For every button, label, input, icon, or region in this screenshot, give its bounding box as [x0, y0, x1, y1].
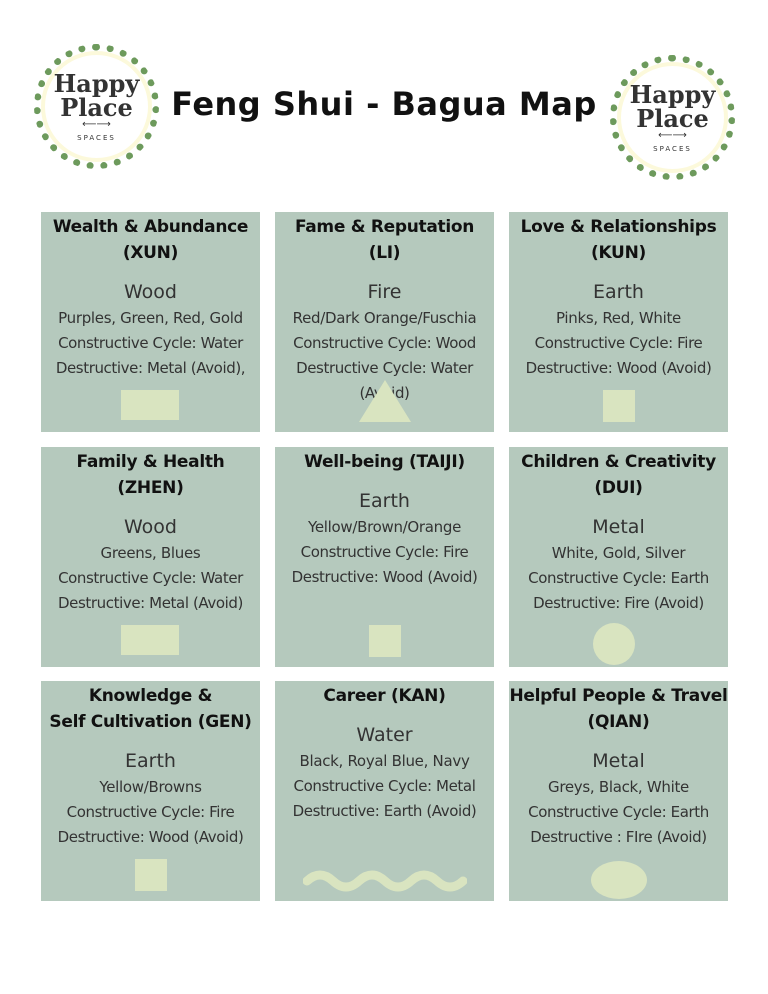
square-shape — [369, 625, 401, 657]
card-destructive-cycle: Destructive: Fire (Avoid) — [533, 594, 704, 612]
card-colors: Greys, Black, White — [548, 778, 689, 796]
bagua-card — [275, 447, 494, 667]
card-colors: Black, Royal Blue, Navy — [299, 752, 470, 770]
card-destructive-cycle: Destructive : FIre (Avoid) — [530, 828, 707, 846]
card-constructive-cycle: Constructive Cycle: Water — [58, 334, 243, 352]
logo-text: Place — [60, 92, 133, 122]
card-heading: Helpful People & Travel (QIAN) — [509, 686, 728, 732]
card-constructive-cycle: Constructive Cycle: Fire — [534, 334, 703, 352]
card-heading: Wealth & Abundance (XUN) — [52, 217, 249, 263]
card-destructive-cycle: Destructive: Metal (Avoid) — [58, 594, 243, 612]
card-colors: White, Gold, Silver — [551, 544, 686, 562]
card-heading: Well-being (TAIJI) — [304, 452, 465, 472]
card-colors: Red/Dark Orange/Fuschia — [292, 309, 477, 327]
square-shape — [603, 390, 635, 422]
logo-text: SPACES — [77, 133, 116, 142]
card-heading: Love & Relationships (KUN) — [520, 217, 717, 263]
bagua-card — [41, 447, 260, 667]
card-colors: Greens, Blues — [100, 544, 201, 562]
card-heading: Family & Health (ZHEN) — [76, 452, 225, 498]
bagua-card — [41, 212, 260, 432]
logo-text: SPACES — [653, 144, 692, 153]
card-colors: Yellow/Brown/Orange — [307, 518, 462, 536]
card-destructive-cycle: Destructive: Wood (Avoid) — [57, 828, 244, 846]
circle-shape — [593, 623, 635, 665]
oval-shape — [591, 861, 647, 899]
card-element: Earth — [593, 281, 644, 303]
card-destructive-cycle: Destructive Cycle: Water (Avoid) — [296, 359, 473, 402]
rectangle-shape — [121, 390, 179, 420]
card-element: Metal — [592, 750, 645, 772]
bagua-card — [509, 681, 728, 901]
card-destructive-cycle: Destructive: Earth (Avoid) — [292, 802, 477, 820]
card-heading: Fame & Reputation (LI) — [294, 217, 475, 263]
bagua-card — [509, 447, 728, 667]
arrow-icon: ⟵⟶ — [82, 118, 111, 130]
card-constructive-cycle: Constructive Cycle: Earth — [528, 803, 709, 821]
card-element: Metal — [592, 516, 645, 538]
card-element: Water — [356, 724, 413, 746]
triangle-shape — [359, 380, 411, 422]
card-element: Fire — [367, 281, 402, 303]
bagua-card — [41, 681, 260, 901]
card-constructive-cycle: Constructive Cycle: Earth — [528, 569, 709, 587]
arrow-icon: ⟵⟶ — [658, 129, 687, 141]
card-element: Wood — [124, 281, 177, 303]
card-element: Wood — [124, 516, 177, 538]
card-constructive-cycle: Constructive Cycle: Fire — [300, 543, 469, 561]
logo-text: Place — [636, 103, 709, 133]
card-constructive-cycle: Constructive Cycle: Wood — [293, 334, 476, 352]
square-shape — [135, 859, 167, 891]
page-title: Feng Shui - Bagua Map — [171, 85, 597, 123]
card-element: Earth — [359, 490, 410, 512]
card-heading: Knowledge & Self Cultivation (GEN) — [49, 686, 252, 732]
logo-text: Happy — [629, 79, 716, 109]
card-constructive-cycle: Constructive Cycle: Water — [58, 569, 243, 587]
bagua-card — [275, 681, 494, 901]
card-destructive-cycle: Destructive: Wood (Avoid) — [525, 359, 712, 377]
card-element: Earth — [125, 750, 176, 772]
card-destructive-cycle: Destructive: Wood (Avoid) — [291, 568, 478, 586]
card-heading: Career (KAN) — [323, 686, 446, 706]
card-heading: Children & Creativity (DUI) — [521, 452, 716, 498]
wave-shape — [303, 869, 467, 893]
card-colors: Purples, Green, Red, Gold — [58, 309, 243, 327]
bagua-card — [275, 212, 494, 432]
rectangle-shape — [121, 625, 179, 655]
logo-text: Happy — [53, 68, 140, 98]
card-destructive-cycle: Destructive: Metal (Avoid), — [55, 359, 246, 377]
bagua-card — [509, 212, 728, 432]
card-colors: Pinks, Red, White — [556, 309, 681, 327]
card-constructive-cycle: Constructive Cycle: Fire — [66, 803, 235, 821]
card-constructive-cycle: Constructive Cycle: Metal — [293, 777, 476, 795]
card-colors: Yellow/Browns — [99, 778, 202, 796]
